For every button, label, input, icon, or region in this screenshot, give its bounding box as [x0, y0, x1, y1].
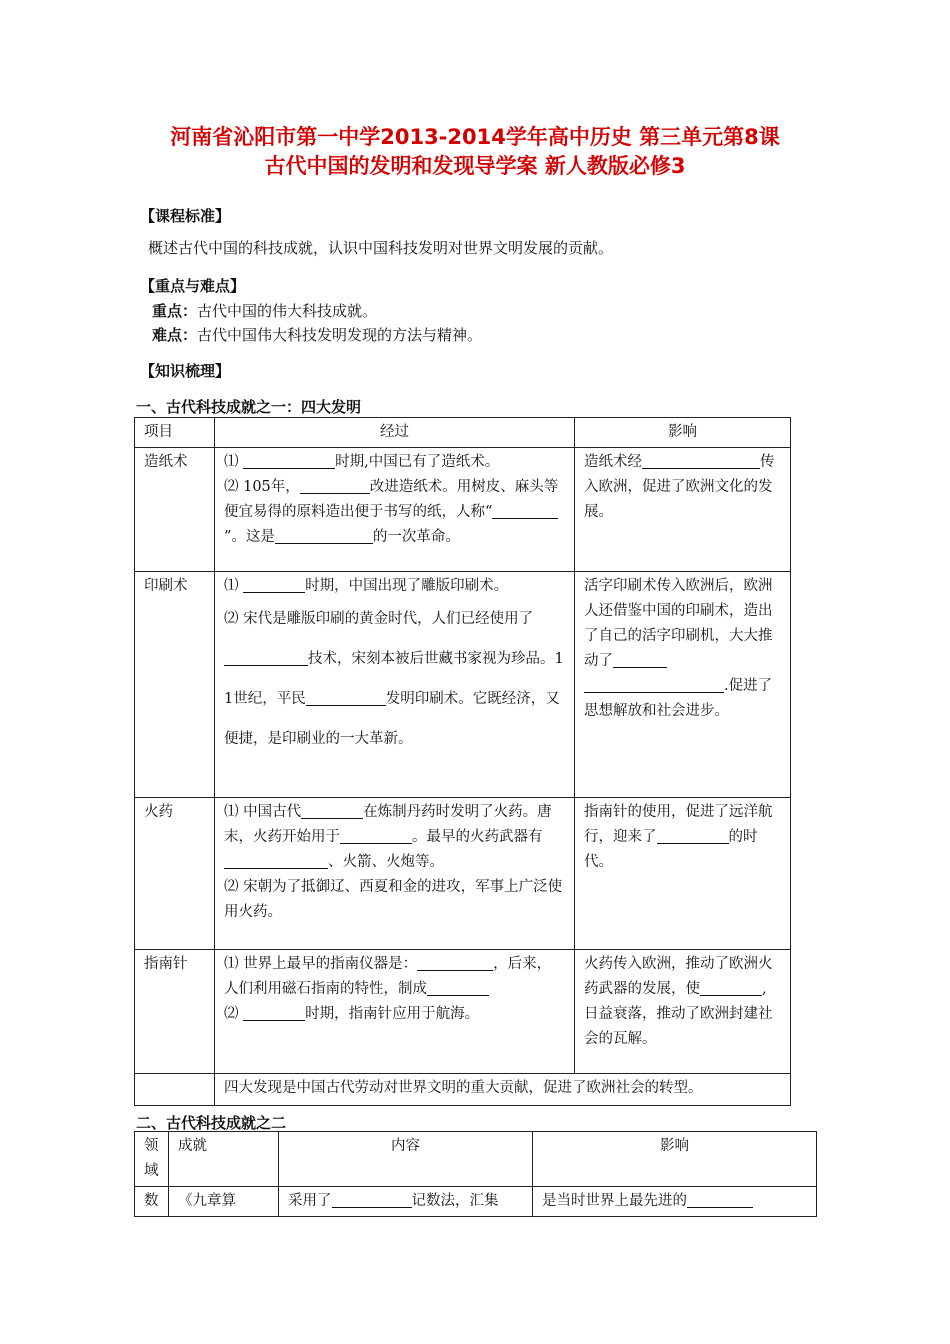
- achievements-table: [134, 1131, 817, 1217]
- course-standard-text: 概述古代中国的科技成就，认识中国科技发明对世界文明发展的贡献。: [148, 239, 614, 257]
- blank: [332, 1190, 412, 1208]
- difficulty-point: [152, 324, 482, 346]
- blank: [224, 648, 308, 666]
- blank: [300, 476, 370, 494]
- header-field: 领域: [135, 1132, 169, 1187]
- influence-cell: 是当时世界上最先进的: [533, 1187, 817, 1217]
- four-inventions-table: [134, 417, 791, 1106]
- document-title-line2: 古代中国的发明和发现导学案 新人教版必修3: [264, 154, 686, 178]
- gunpowder-impact: 指南针的使用，促进了远洋航行，迎来了 的时代。: [575, 798, 791, 950]
- achievement-cell: 《九章算: [169, 1187, 279, 1217]
- paper-impact: 造纸术经 传入欧洲，促进了欧洲文化的发展。: [575, 448, 791, 572]
- header-process: 经过: [215, 418, 575, 448]
- blank: [642, 451, 760, 469]
- compass-name: 指南针: [135, 950, 215, 1074]
- summary-empty-cell: [135, 1074, 215, 1106]
- gunpowder-name: 火药: [135, 798, 215, 950]
- blank: [224, 851, 328, 869]
- table-header-row: [135, 418, 791, 448]
- key-point-label: 重点：: [152, 302, 198, 320]
- header-impact: 影响: [575, 418, 791, 448]
- blank: [243, 575, 305, 593]
- table-row-compass: [135, 950, 791, 1074]
- header-content: 内容: [279, 1132, 533, 1187]
- blank: [657, 826, 729, 844]
- knowledge-heading: 【知识梳理】: [140, 362, 231, 380]
- blank: [243, 451, 335, 469]
- summary-text: 四大发现是中国古代劳动对世界文明的重大贡献，促进了欧洲社会的转型。: [215, 1074, 791, 1106]
- blank: [700, 978, 762, 996]
- focus-difficulty-heading: 【重点与难点】: [140, 277, 246, 295]
- blank: [613, 650, 667, 668]
- header-achievement: 成就: [169, 1132, 279, 1187]
- paper-name: 造纸术: [135, 448, 215, 572]
- blank: [687, 1190, 753, 1208]
- blank: [340, 826, 412, 844]
- table-row-gunpowder: [135, 798, 791, 950]
- table2-header-row: [135, 1132, 817, 1187]
- blank: [301, 801, 363, 819]
- document-title-line1: 河南省沁阳市第一中学2013-2014学年高中历史 第三单元第8课: [170, 125, 780, 149]
- table-row-printing: [135, 572, 791, 798]
- table-row-summary: [135, 1074, 791, 1106]
- part1-heading: 一、古代科技成就之一：四大发明: [136, 398, 362, 416]
- blank: [427, 978, 489, 996]
- compass-impact: 火药传入欧洲，推动了欧洲火药武器的发展，使 ,日益衰落，推动了欧洲封建社会的瓦解。: [575, 950, 791, 1074]
- blank: [492, 501, 558, 519]
- printing-name: 印刷术: [135, 572, 215, 798]
- header-influence: 影响: [533, 1132, 817, 1187]
- difficulty-text: 古代中国伟大科技发明发现的方法与精神。: [197, 326, 483, 344]
- gunpowder-process: ⑴ 中国古代 在炼制丹药时发明了火药。唐末，火药开始用于 。最早的火药武器有 、火箭、火炮等。 ⑵ 宋朝为了抵御辽、西夏和金的进攻，军事上广泛使用火药。: [215, 798, 575, 950]
- key-point-text: 古代中国的伟大科技成就。: [197, 302, 378, 320]
- content-cell: 采用了 记数法，汇集: [279, 1187, 533, 1217]
- blank: [275, 526, 373, 544]
- part2-heading: 二、古代科技成就之二: [136, 1114, 287, 1132]
- table2-row: [135, 1187, 817, 1217]
- course-standard-heading: 【课程标准】: [140, 207, 231, 225]
- paper-process: ⑴ 时期,中国已有了造纸术。 ⑵ 105年， 改进造纸术。用树皮、麻头等便宜易得的原料造出便于书写的纸，人称“”。这是 的一次革命。: [215, 448, 575, 572]
- blank: [243, 1003, 305, 1021]
- difficulty-label: 难点：: [152, 326, 198, 344]
- header-item: 项目: [135, 418, 215, 448]
- key-point: [152, 300, 377, 322]
- blank: [417, 953, 493, 971]
- blank: [584, 675, 724, 693]
- table-row-paper: [135, 448, 791, 572]
- printing-process: ⑴ 时期，中国出现了雕版印刷术。 ⑵ 宋代是雕版印刷的黄金时代，人们已经使用了技术，宋刻本被后世藏书家视为珍品。11世纪，平民 发明印刷术。它既经济，又便捷，是印刷业的一大革新。: [215, 572, 575, 798]
- printing-impact: 活字印刷术传入欧洲后，欧洲人还借鉴中国的印刷术，造出了自己的活字印刷机，大大推动了 .促进了思想解放和社会进步。: [575, 572, 791, 798]
- field-cell: 数: [135, 1187, 169, 1217]
- blank: [306, 688, 386, 706]
- compass-process: ⑴ 世界上最早的指南仪器是： ，后来，人们利用磁石指南的特性，制成 ⑵ 时期，指南针应用于航海。: [215, 950, 575, 1074]
